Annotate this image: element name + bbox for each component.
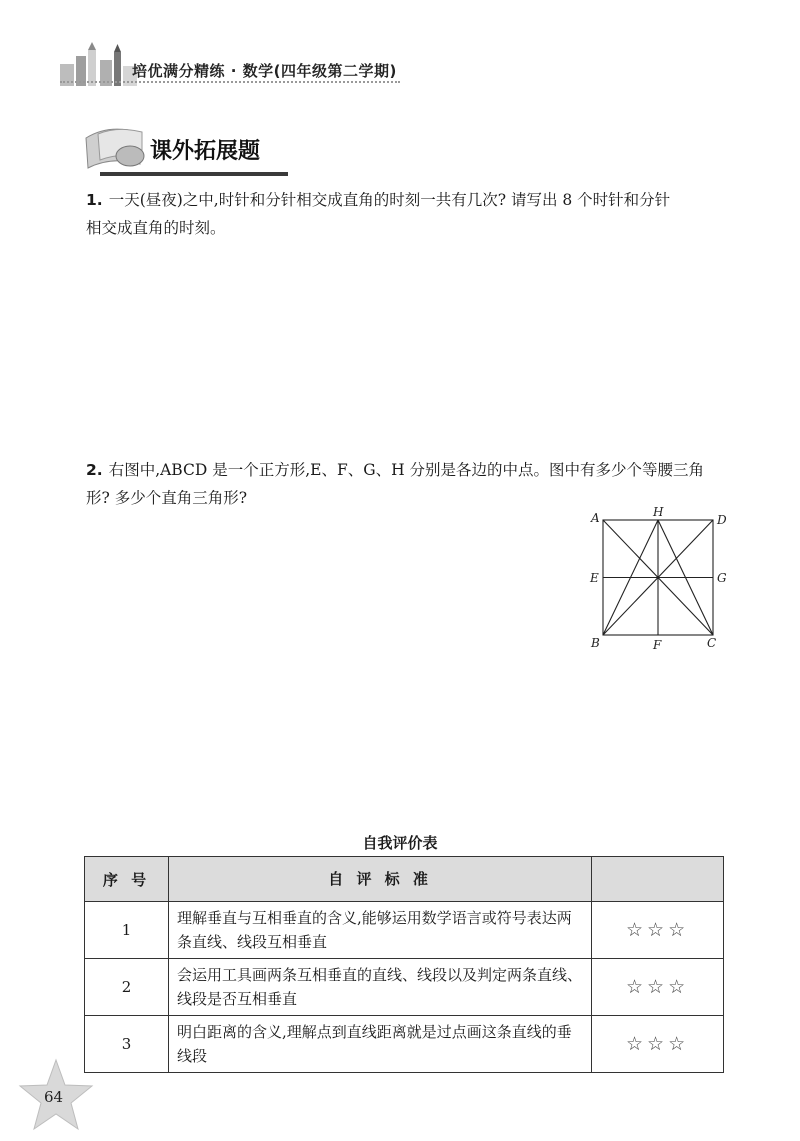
- section-title: 课外拓展题: [150, 139, 261, 164]
- row-number: 2: [85, 959, 169, 1016]
- row-standard: 明白距离的含义,理解点到直线距离就是过点画这条直线的垂线段: [169, 1016, 592, 1073]
- table-caption: 自我评价表: [362, 834, 438, 852]
- self-evaluation-table: [84, 856, 724, 1073]
- label-a: A: [591, 511, 600, 525]
- row-number: 1: [85, 902, 169, 959]
- label-g: G: [717, 571, 727, 585]
- label-f: F: [653, 638, 662, 652]
- header-rating: [592, 857, 724, 902]
- row-standard: 会运用工具画两条互相垂直的直线、线段以及判定两条直线、线段是否互相垂直: [169, 959, 592, 1016]
- label-c: C: [707, 636, 717, 650]
- header-divider: [60, 81, 400, 83]
- table-row: [85, 1016, 724, 1073]
- question-2-number: 2.: [86, 461, 103, 479]
- section-underline: [100, 172, 288, 176]
- header-title: 培优满分精练 · 数学(四年级第二学期): [132, 62, 397, 80]
- star-rating-icon[interactable]: ☆☆☆: [592, 902, 724, 959]
- question-2-line-1: [86, 456, 726, 484]
- question-1: [86, 186, 726, 242]
- row-number: 3: [85, 1016, 169, 1073]
- header-standard: 自 评 标 准: [169, 857, 592, 902]
- row-standard: 理解垂直与互相垂直的含义,能够运用数学语言或符号表达两条直线、线段互相垂直: [169, 902, 592, 959]
- label-b: B: [591, 636, 600, 650]
- label-e: E: [590, 571, 599, 585]
- label-d: D: [717, 513, 727, 527]
- question-1-number: 1.: [86, 191, 103, 209]
- table-header-row: [85, 857, 724, 902]
- question-2-line-2: 形? 多少个直角三角形?: [86, 489, 248, 507]
- question-1-line-2: 相交成直角的时刻。: [86, 219, 226, 237]
- table-row: [85, 902, 724, 959]
- square-figure: [585, 503, 730, 655]
- table-row: [85, 959, 724, 1016]
- label-h: H: [653, 505, 664, 519]
- page-number: 64: [44, 1088, 64, 1106]
- question-2-text: 右图中,ABCD 是一个正方形,E、F、G、H 分别是各边的中点。图中有多少个等腰三角: [108, 461, 705, 479]
- header-number: 序 号: [85, 857, 169, 902]
- star-rating-icon[interactable]: ☆☆☆: [592, 1016, 724, 1073]
- question-1-text: 一天(昼夜)之中,时针和分针相交成直角的时刻一共有几次? 请写出 8 个时针和分针: [108, 191, 671, 209]
- star-rating-icon[interactable]: ☆☆☆: [592, 959, 724, 1016]
- question-1-line-1: [86, 186, 726, 214]
